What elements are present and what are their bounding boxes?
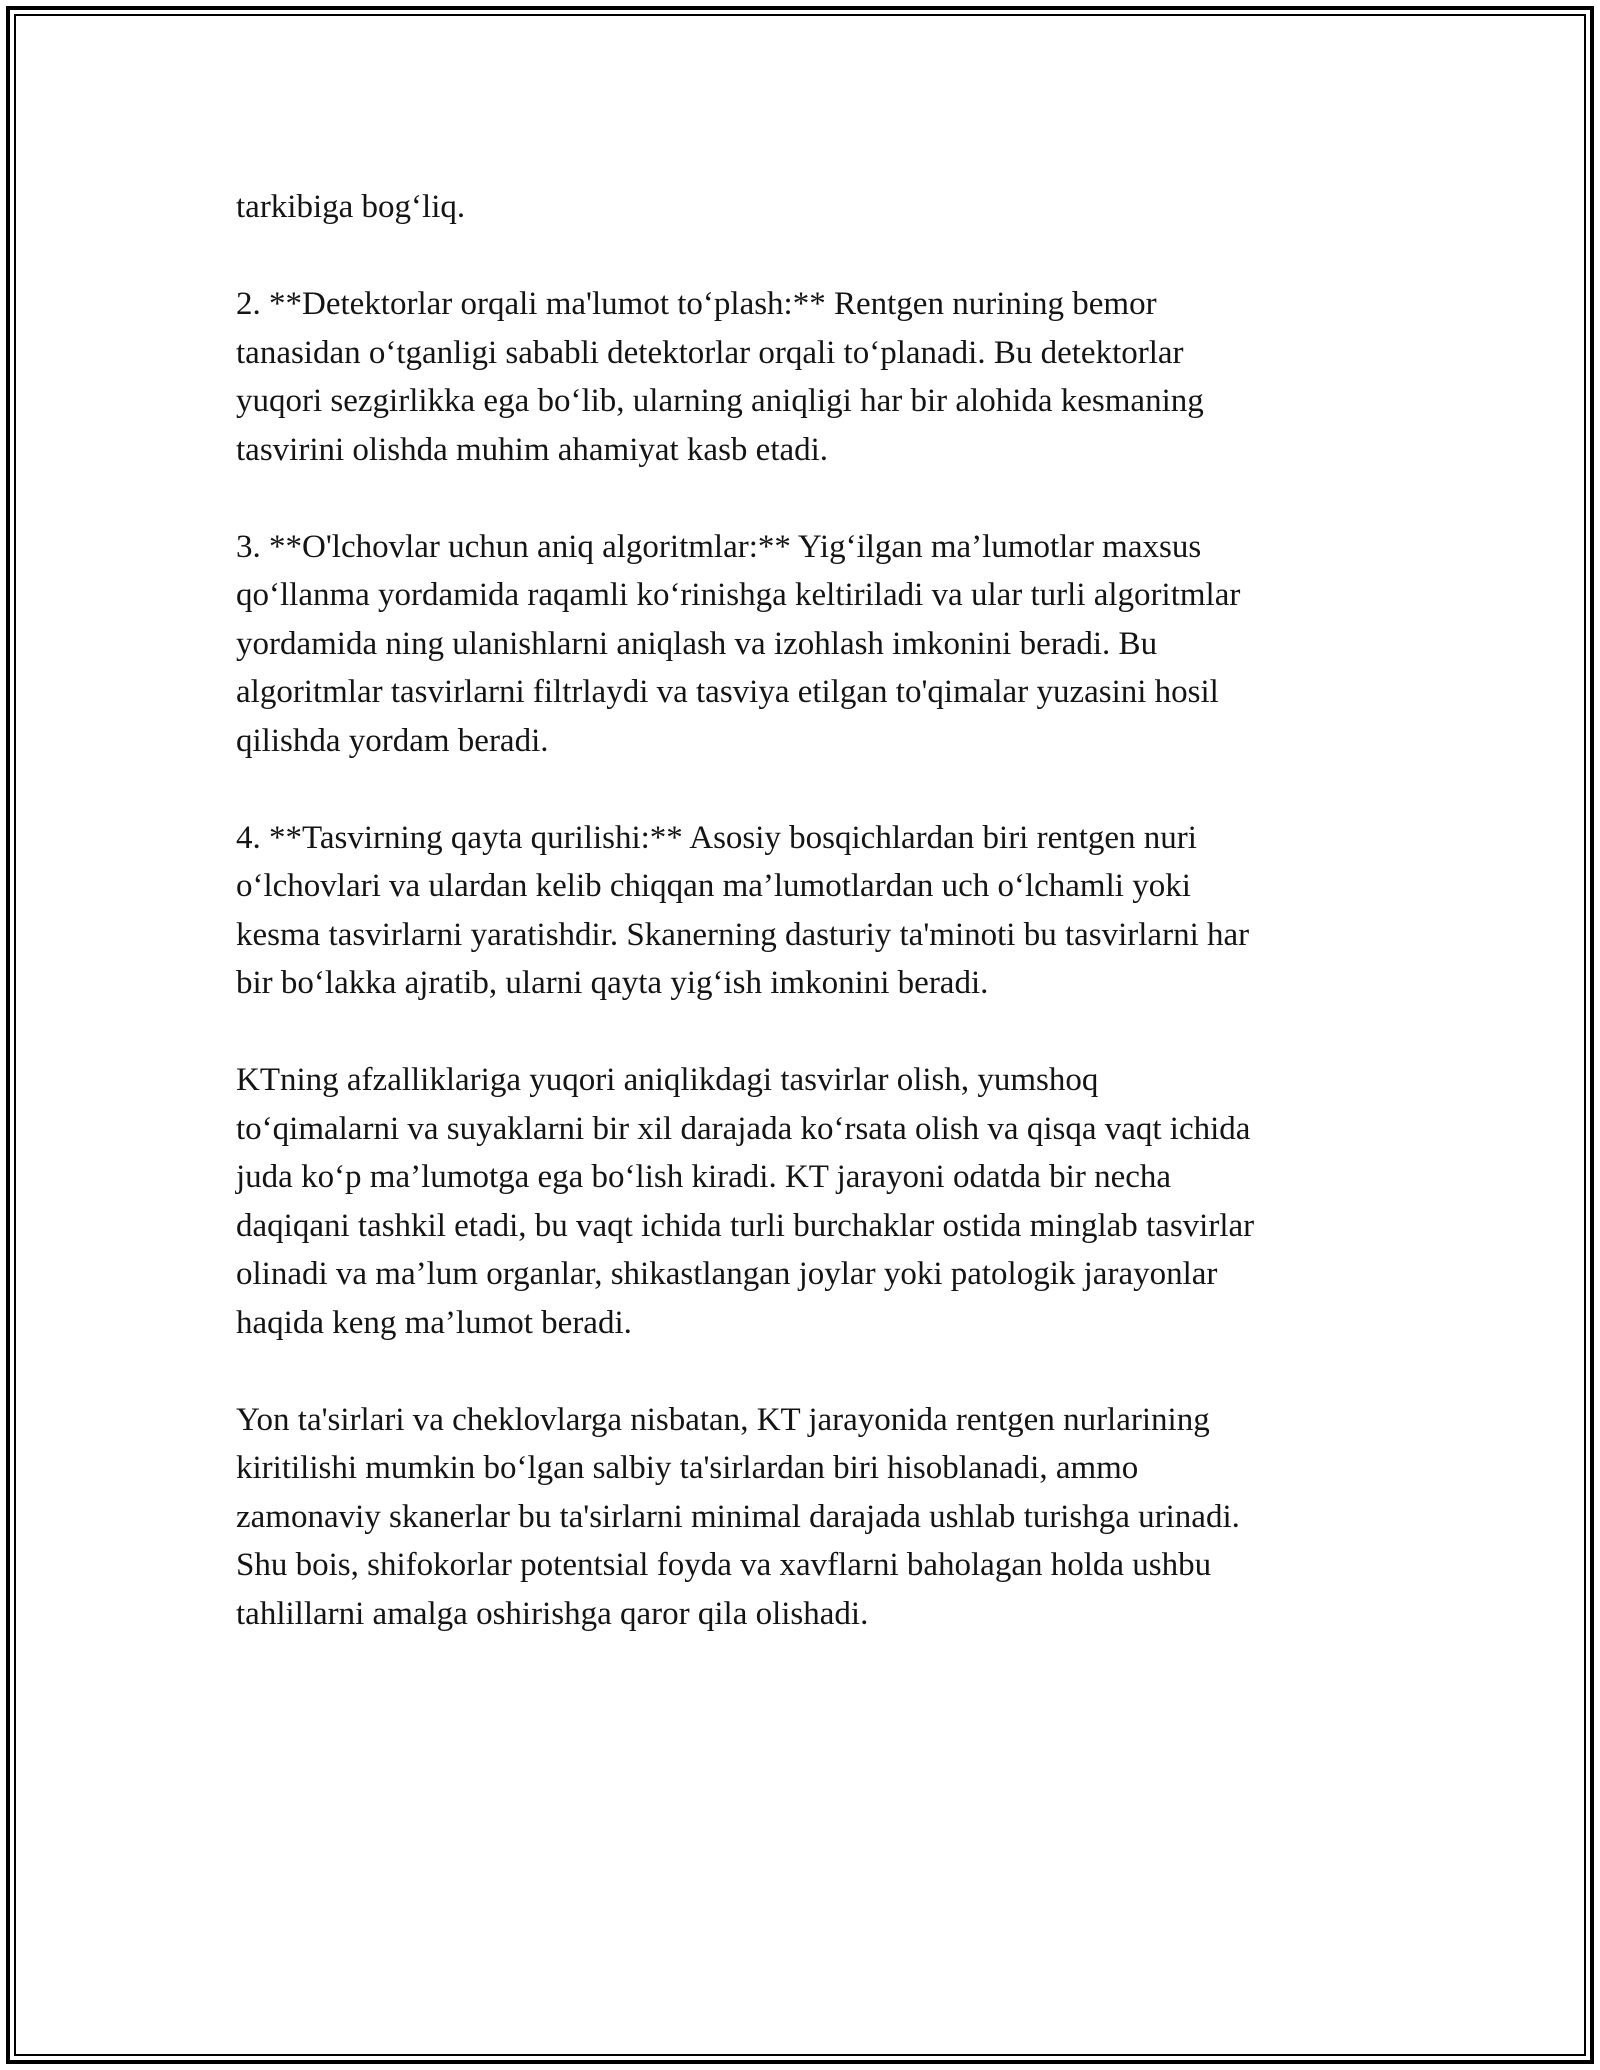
paragraph-algorithms: 3. **O'lchovlar uchun aniq algoritmlar:** Yig‘ilgan ma’lumotlar maxsus qo‘llanma yordamida raqamli ko‘rinishga keltiriladi va ular turli algoritmlar yordamida ning ulanishlarni aniqlash va izohlash imkonini beradi. Bu algoritmlar tasvirlarni filtrlaydi va tasviya etilgan to'qimalar yuzasini hosil qilishda yordam beradi. (236, 528, 1241, 759)
paragraph-advantages: KTning afzalliklariga yuqori aniqlikdagi tasvirlar olish, yumshoq to‘qimalarni va suyaklarni bir xil darajada ko‘rsata olish va qisqa vaqt ichida juda ko‘p ma’lumotga ega bo‘lish kiradi. KT jarayoni odatda bir necha daqiqani tashkil etadi, bu vaqt ichida turli burchaklar ostida minglab tasvirlar olinadi va ma’lum organlar, shikastlangan joylar yoki patologik jarayonlar haqida keng ma’lumot beradi. (236, 1062, 1255, 1341)
paragraph-continuation: tarkibiga bog‘liq. (236, 189, 466, 225)
paragraph-reconstruction: 4. **Tasvirning qayta qurilishi:** Asosiy bosqichlardan biri rentgen nuri o‘lchovlari va ulardan kelib chiqqan ma’lumotlardan uch o‘lchamli yoki kesma tasvirlarni yaratishdir. Skanerning dasturiy ta'minoti bu tasvirlarni har bir bo‘lakka ajratib, ularni qayta yig‘ish imkonini beradi. (236, 819, 1250, 1001)
paragraph-detectors: 2. **Detektorlar orqali ma'lumot to‘plash:** Rentgen nurining bemor tanasidan o‘tganligi sababli detektorlar orqali to‘planadi. Bu detektorlar yuqori sezgirlikka ega bo‘lib, ularning aniqligi har bir alohida kesmaning tasvirini olishda muhim ahamiyat kasb etadi. (236, 286, 1204, 468)
paragraph-side-effects: Yon ta'sirlari va cheklovlarga nisbatan, KT jarayonida rentgen nurlarining kiritilishi mumkin bo‘lgan salbiy ta'sirlardan biri hisoblanadi, ammo zamonaviy skanerlar bu ta'sirlarni minimal darajada ushlab turishga urinadi. Shu bois, shifokorlar potentsial foyda va xavflarni baholagan holda ushbu tahlillarni amalga oshirishga qaror qila olishadi. (236, 1401, 1240, 1632)
document-body (236, 183, 1386, 1687)
